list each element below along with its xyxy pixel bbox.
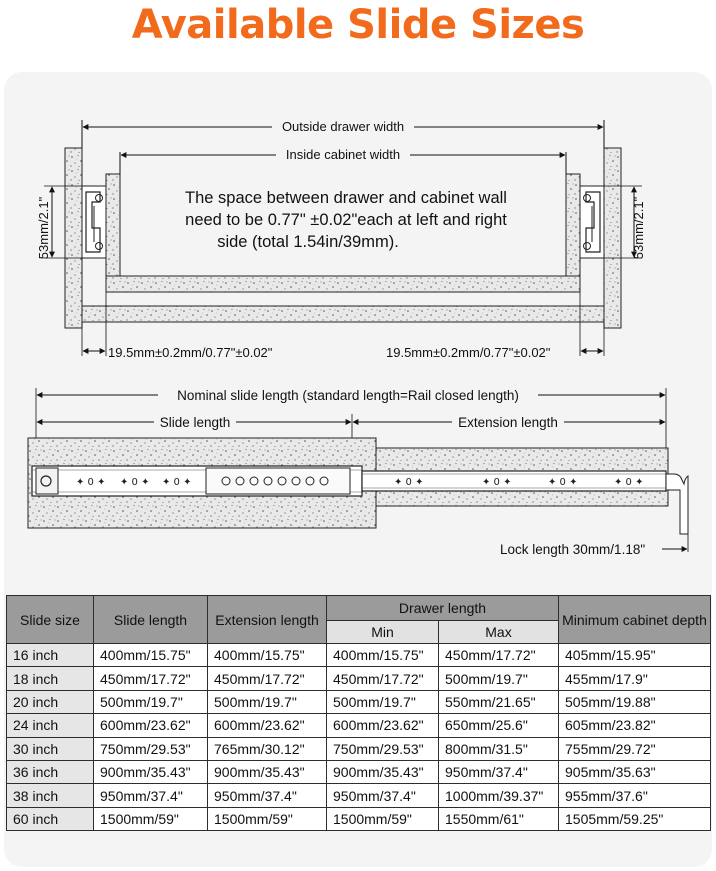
header-drawer-length: Drawer length (327, 596, 559, 621)
svg-text:✦ 0 ✦: ✦ 0 ✦ (162, 477, 192, 488)
page-title: Available Slide Sizes (131, 2, 585, 48)
cell-drawer-min: 400mm/15.75" (327, 644, 439, 667)
header-extension-length: Extension length (208, 596, 327, 644)
drawer-bottom (106, 276, 580, 292)
cell-cabinet-depth: 455mm/17.9" (559, 667, 711, 690)
cell-size: 16 inch (7, 644, 94, 667)
cell-drawer-min: 450mm/17.72" (327, 667, 439, 690)
cell-size: 24 inch (7, 714, 94, 737)
gap-label-left: 19.5mm±0.2mm/0.77"±0.02" (108, 345, 273, 360)
cell-slide-length: 900mm/35.43" (94, 760, 208, 783)
cell-extension-length: 500mm/19.7" (208, 690, 327, 713)
table-row (7, 737, 711, 760)
cell-size: 36 inch (7, 760, 94, 783)
cell-cabinet-depth: 405mm/15.95" (559, 644, 711, 667)
slide-profile-right (580, 186, 604, 258)
cabinet-wall-right (604, 148, 621, 328)
cell-size: 20 inch (7, 690, 94, 713)
svg-text:✦ 0 ✦: ✦ 0 ✦ (394, 477, 424, 488)
cell-extension-length: 400mm/15.75" (208, 644, 327, 667)
cell-cabinet-depth: 755mm/29.72" (559, 737, 711, 760)
table-row (7, 644, 711, 667)
cabinet-cross-section (36, 119, 646, 360)
table-row (7, 760, 711, 783)
spacing-note-line-3: side (total 1.54in/39mm). (217, 233, 399, 251)
cell-cabinet-depth: 905mm/35.63" (559, 760, 711, 783)
cell-drawer-min: 600mm/23.62" (327, 714, 439, 737)
table-row (7, 784, 711, 807)
cell-extension-length: 450mm/17.72" (208, 667, 327, 690)
front-bracket (666, 474, 688, 534)
extension-length-label: Extension length (458, 415, 558, 430)
cell-drawer-max: 550mm/21.65" (439, 690, 559, 713)
svg-text:✦ 0 ✦: ✦ 0 ✦ (548, 477, 578, 488)
slide-sizes-table (6, 595, 711, 831)
cell-slide-length: 400mm/15.75" (94, 644, 208, 667)
cabinet-wall-left (65, 148, 82, 328)
cell-cabinet-depth: 505mm/19.88" (559, 690, 711, 713)
header-max: Max (439, 621, 559, 644)
drawer-side-right (566, 174, 580, 292)
table-row (7, 690, 711, 713)
table-row (7, 667, 711, 690)
cell-slide-length: 750mm/29.53" (94, 737, 208, 760)
drawer-side-left (106, 174, 120, 292)
cell-slide-length: 1500mm/59" (94, 807, 208, 830)
cell-extension-length: 950mm/37.4" (208, 784, 327, 807)
height-label-left: 53mm/2.1" (36, 196, 51, 260)
cell-size: 60 inch (7, 807, 94, 830)
cell-drawer-max: 1000mm/39.37" (439, 784, 559, 807)
gap-label-right: 19.5mm±0.2mm/0.77"±0.02" (386, 345, 551, 360)
cell-drawer-max: 950mm/37.4" (439, 760, 559, 783)
cell-size: 30 inch (7, 737, 94, 760)
svg-text:✦ 0 ✦: ✦ 0 ✦ (614, 477, 644, 488)
table-row (7, 714, 711, 737)
svg-text:✦ 0 ✦: ✦ 0 ✦ (482, 477, 512, 488)
cell-slide-length: 500mm/19.7" (94, 690, 208, 713)
cell-drawer-min: 900mm/35.43" (327, 760, 439, 783)
header-slide-length: Slide length (94, 596, 208, 644)
table-row (7, 807, 711, 830)
cell-drawer-max: 650mm/25.6" (439, 714, 559, 737)
cell-drawer-max: 800mm/31.5" (439, 737, 559, 760)
header-min: Min (327, 621, 439, 644)
height-label-right: 53mm/2.1" (631, 196, 646, 260)
cell-size: 18 inch (7, 667, 94, 690)
cell-drawer-max: 500mm/19.7" (439, 667, 559, 690)
cell-extension-length: 900mm/35.43" (208, 760, 327, 783)
outside-width-label: Outside drawer width (281, 119, 405, 134)
cell-drawer-min: 950mm/37.4" (327, 784, 439, 807)
spacing-note-line-2: need to be 0.77" ±0.02"each at left and right (185, 211, 507, 229)
cell-drawer-min: 500mm/19.7" (327, 690, 439, 713)
cell-extension-length: 600mm/23.62" (208, 714, 327, 737)
slide-side-view (28, 387, 688, 557)
cell-drawer-min: 1500mm/59" (327, 807, 439, 830)
svg-text:✦ 0 ✦: ✦ 0 ✦ (120, 477, 150, 488)
cell-cabinet-depth: 955mm/37.6" (559, 784, 711, 807)
cell-extension-length: 1500mm/59" (208, 807, 327, 830)
cell-size: 38 inch (7, 784, 94, 807)
cell-cabinet-depth: 1505mm/59.25" (559, 807, 711, 830)
slide-length-label: Slide length (159, 415, 231, 430)
slide-profile-left (82, 186, 106, 258)
cell-slide-length: 600mm/23.62" (94, 714, 208, 737)
cell-slide-length: 450mm/17.72" (94, 667, 208, 690)
cell-drawer-max: 1550mm/61" (439, 807, 559, 830)
cell-extension-length: 765mm/30.12" (208, 737, 327, 760)
cell-slide-length: 950mm/37.4" (94, 784, 208, 807)
cell-cabinet-depth: 605mm/23.82" (559, 714, 711, 737)
lock-length-label: Lock length 30mm/1.18" (500, 542, 646, 557)
inside-width-label: Inside cabinet width (285, 147, 401, 162)
cabinet-bottom (82, 306, 604, 322)
spacing-note-line-1: The space between drawer and cabinet wall (185, 189, 507, 207)
svg-text:✦ 0 ✦: ✦ 0 ✦ (76, 477, 106, 488)
cell-drawer-min: 750mm/29.53" (327, 737, 439, 760)
header-slide-size: Slide size (7, 596, 94, 644)
header-min-cabinet-depth: Minimum cabinet depth (559, 596, 711, 644)
nominal-length-label: Nominal slide length (standard length=Rail closed length) (177, 388, 519, 403)
cell-drawer-max: 450mm/17.72" (439, 644, 559, 667)
